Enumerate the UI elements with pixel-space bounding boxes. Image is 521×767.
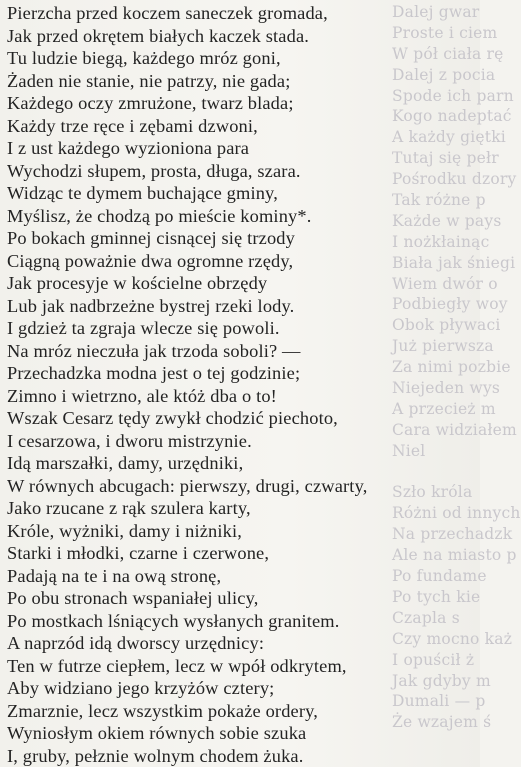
poem-line: Każdy trze ręce i zębami dzwoni,	[7, 115, 258, 136]
bleed-through-line: Czapla s	[392, 608, 460, 627]
bleed-through-line: Pośrodku dzory	[392, 170, 517, 189]
bleed-through-line: W pół ciała rę	[392, 44, 504, 63]
poem-line: Żaden nie stanie, nie patrzy, nie gada;	[7, 70, 291, 91]
bleed-through-line: Podbiegły woy	[392, 295, 508, 314]
bleed-through-line: I opuścił ż	[392, 650, 475, 669]
bleed-through-line: Po fundame	[392, 567, 487, 586]
bleed-through-line: Że wzajem ś	[392, 713, 492, 732]
poem-line: A naprzód idą dworscy urzędnicy:	[7, 633, 265, 653]
poem-line: Zimno i wietrzno, ale któż dba o to!	[7, 385, 277, 406]
bleed-through-line: Dumali — p	[392, 692, 486, 711]
bleed-through-line: I nożkłainąc	[392, 232, 490, 251]
poem-line: Na mróz nieczuła jak trzoda soboli? —	[7, 340, 301, 361]
poem-line: Jak procesyje w kościelne obrzędy	[7, 273, 268, 293]
bleed-through-line: Czy mocno każ	[392, 629, 513, 648]
bleed-through-line: Proste i ciem	[392, 23, 498, 42]
bleed-through-line: Niel	[392, 441, 426, 460]
bleed-through-line: Po tych kie	[392, 587, 481, 606]
poem-line: Po mostkach lśniących wysłanych granitem.	[7, 610, 340, 631]
poem-line: I z ust każdego wyzioniona para	[7, 138, 250, 158]
poem-line: Po obu stronach wspaniałej ulicy,	[7, 588, 259, 608]
poem-line: Każdego oczy zmrużone, twarz blada;	[7, 93, 294, 113]
bleed-through-line: Każde w pays	[392, 211, 502, 230]
bleed-through-line: Wiem dwór o	[392, 274, 498, 293]
poem-line: Lub jak nadbrzeżne bystrej rzeki lody.	[7, 295, 295, 316]
bleed-through-line: Różni od innych	[392, 504, 521, 523]
poem-line: Widząc te dymem buchające gminy,	[7, 183, 278, 203]
bleed-through-line: Dalej z pocia	[392, 65, 496, 84]
poem-line: Idą marszałki, damy, urzędniki,	[7, 453, 244, 473]
poem-line: Jak przed okrętem białych kaczek stada.	[7, 25, 310, 46]
bleed-through-line: Już pierwsza	[392, 337, 494, 356]
bleed-through-line: A każdy giętki	[392, 128, 506, 147]
bleed-through-line: Na przechadzk	[392, 525, 513, 544]
bleed-through-line: Dalej gwar	[392, 3, 480, 21]
poem-line: Króle, wyżniki, damy i niżniki,	[7, 520, 242, 541]
poem-text	[7, 2, 407, 767]
bleed-through-line: Za nimi pozbie	[392, 358, 511, 377]
bleed-through-line: Ale na miasto p	[392, 546, 517, 565]
bleed-through-line: Obok pływaci	[392, 316, 501, 335]
bleed-through-line: Niejeden wys	[392, 379, 501, 398]
poem-line: Myślisz, że chodzą po mieście kominy*.	[7, 205, 312, 226]
poem-line: Pierzcha przed koczem saneczek gromada,	[7, 3, 328, 23]
bleed-through-line: A przecież m	[392, 399, 496, 418]
poem-line: Wychodzi słupem, prosta, długa, szara.	[7, 160, 301, 181]
poem-line: Przechadzka modna jest o tej godzinie;	[7, 363, 301, 383]
poem-line: Aby widziano jego krzyżów cztery;	[7, 678, 275, 698]
poem-line: Padają na te i na ową stronę,	[7, 565, 222, 586]
bleed-through-line: Jak gdyby m	[392, 671, 491, 690]
poem-line: Starki i młodki, czarne i czerwone,	[7, 543, 270, 563]
poem-line: Wyniosłym okiem równych sobie szuka	[7, 723, 307, 743]
poem-line: Po bokach gminnej cisnącej się trzody	[7, 228, 295, 248]
bleed-through-line: Szło króla	[392, 483, 473, 502]
bleed-through-line: Biała jak śniegi	[392, 253, 516, 272]
poem-line: I, gruby, pełznie wolnym chodem żuka.	[7, 745, 304, 766]
bleed-through-line: Tutaj się pełr	[392, 149, 499, 168]
bleed-through-line: Tak różne p	[392, 191, 486, 210]
poem-line: I gdzież ta zgraja wlecze się powoli.	[7, 318, 280, 338]
poem-line: Tu ludzie biegą, każdego mróz goni,	[7, 48, 281, 68]
bleed-through-line: Kogo nadeptać	[392, 107, 512, 126]
poem-line: Zmarznie, lecz wszystkim pokaże ordery,	[7, 700, 319, 721]
poem-line: Wszak Cesarz tędy zwykł chodzić piechoto,	[7, 408, 338, 428]
poem-line: Ciągną poważnie dwa ogromne rzędy,	[7, 250, 294, 271]
bleed-through-line: Spode ich parn	[392, 86, 514, 105]
poem-line: I cesarzowa, i dworu mistrzynie.	[7, 430, 252, 451]
bleed-through-line: Cara widziałem	[392, 420, 517, 439]
poem-line: W równych abcugach: pierwszy, drugi, czwarty,	[7, 475, 368, 496]
poem-line: Ten w futrze ciepłem, lecz w wpół odkrytem,	[7, 655, 347, 676]
poem-line: Jako rzucane z rąk szulera karty,	[7, 498, 251, 518]
